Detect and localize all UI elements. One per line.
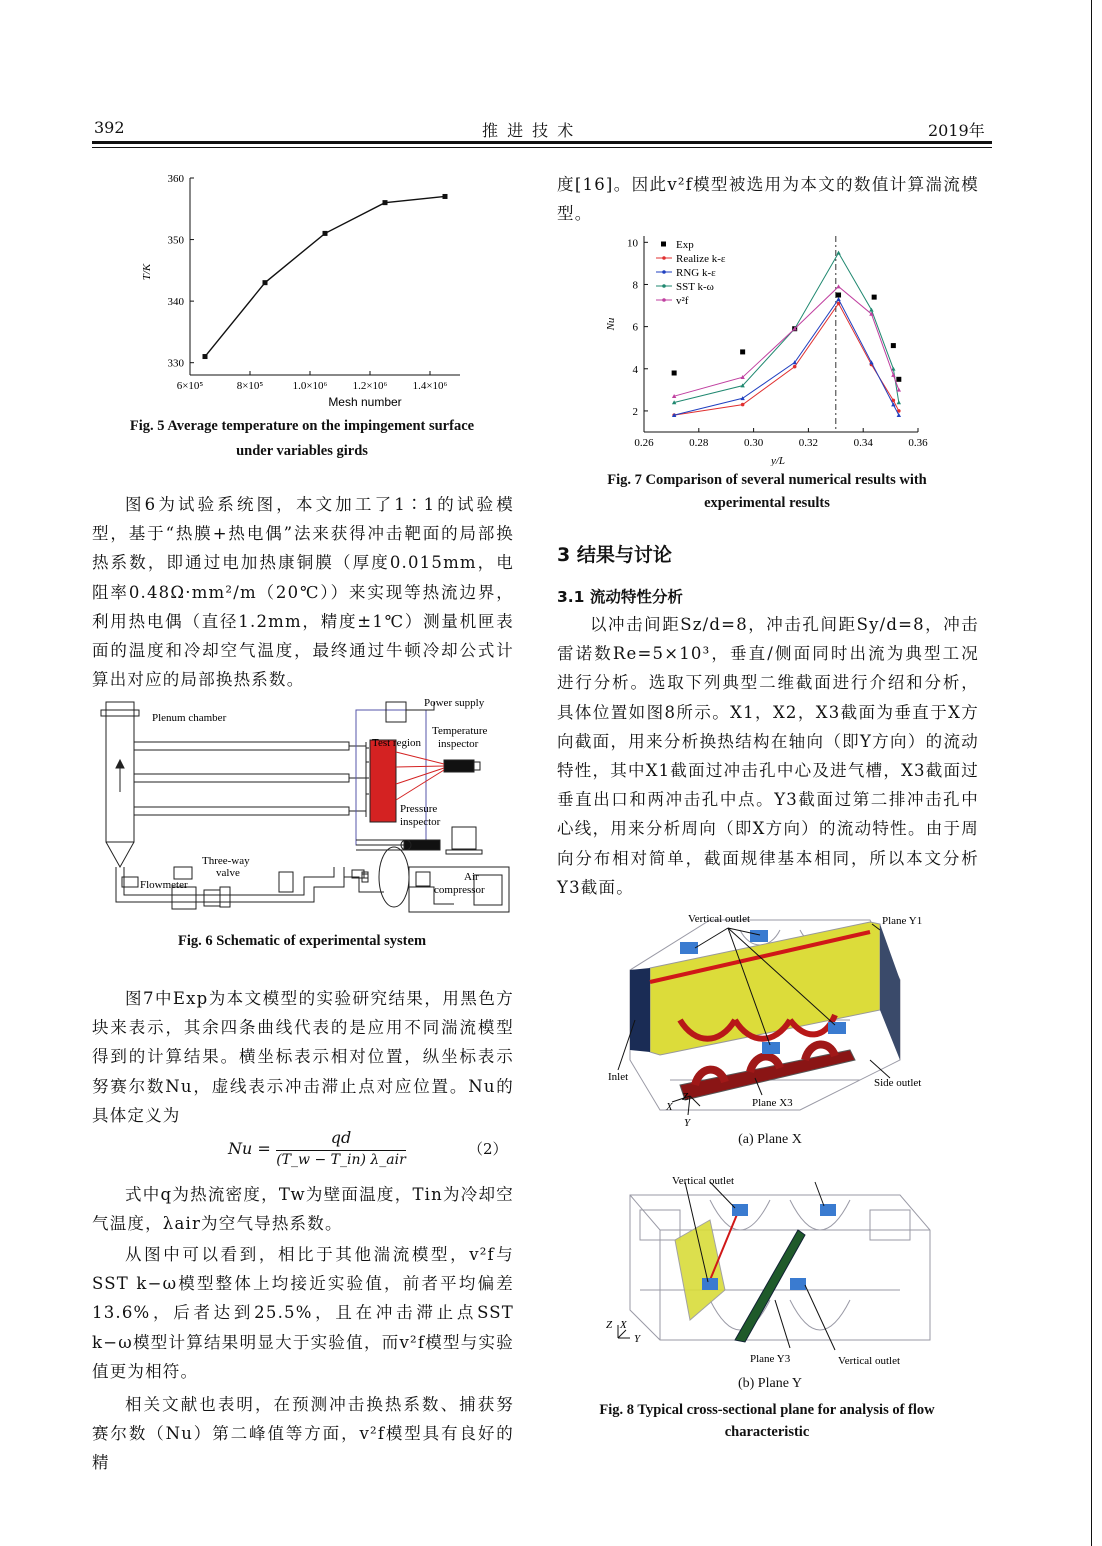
left-para-1-text: 图6为试验系统图，本文加工了1∶1的试验模型，基于“热膜+热电偶”法来获得冲击靶面的局部换热系数，即通过电加热康铜膜（厚度0.015mm，电阻率0.48Ω·mm²/m（20℃））来实现等热流边界，利用热电偶（直径1.2mm，精度±1℃）测量机匣表面的温度和冷却空气温度，最终通过牛顿冷却公式计算出对应的局部换热系数。 bbox=[92, 495, 514, 690]
fig6-label-valve1: Three-way bbox=[202, 855, 250, 867]
fig6-label-air1: Air bbox=[464, 871, 479, 883]
fig5-xtick-label: 6×10⁵ bbox=[176, 380, 204, 392]
fig8b-axis-z: Z bbox=[606, 1319, 613, 1331]
equation-2 bbox=[228, 1128, 408, 1176]
fig5-xtick-label: 1.4×10⁶ bbox=[412, 380, 448, 392]
fig5-point bbox=[443, 194, 448, 199]
year: 2019年 bbox=[928, 121, 985, 140]
fig8a-axis-y: Y bbox=[684, 1117, 691, 1129]
fig5-caption-line2: under variables girds bbox=[236, 443, 368, 459]
fig7-point bbox=[891, 343, 896, 348]
fig8b-axis-x: X bbox=[620, 1319, 627, 1331]
fig7-legend-label: v²f bbox=[676, 295, 689, 307]
fig6-label-plenum: Plenum chamber bbox=[152, 712, 227, 724]
fig5-point bbox=[263, 280, 268, 285]
left-para-5-text: 相关文献也表明，在预测冲击换热系数、捕获努赛尔数（Nu）第二峰值等方面，v²f模型具有良好的精 bbox=[92, 1395, 514, 1473]
fig7-point bbox=[869, 308, 873, 312]
fig8b-axis-y: Y bbox=[634, 1333, 641, 1345]
fig7-xtick-label: 0.30 bbox=[743, 437, 764, 449]
fig6-label-power: Power supply bbox=[424, 697, 485, 709]
right-para-1-text: 以冲击间距Sz/d=8，冲击孔间距Sy/d=8，冲击雷诺数Re=5×10³，垂直/侧面同时出流为典型工况进行分析。选取下列典型二维截面进行介绍和分析，具体位置如图8所示。X1，X2，X3截面为垂直于X方向截面，用来分析换热结构在轴向（即Y方向）的流动特性，其中X1截面过冲击孔中心及进气槽，X3截面过垂直出口和两冲击孔中点。Y3截面过第二排冲击孔中心线，用来分析周向（即X方向）的流动特性。由于周向分布相对简单，截面规律基本相同，所以本文分析Y3截面。 bbox=[557, 615, 979, 897]
fig7-point bbox=[891, 373, 895, 377]
fig7-ytick-label: 10 bbox=[627, 237, 638, 250]
fig7-legend-label: SST k-ω bbox=[676, 281, 714, 293]
left-para-4-text: 从图中可以看到，相比于其他湍流模型，v²f与SST k−ω模型整体上均接近实验值，前者平均偏差13.6%，后者达到25.5%，且在冲击滞止点SST k−ω模型计算结果明显大于实验值，而v²f模型与实验值更为相符。 bbox=[92, 1245, 514, 1381]
fig7-ytick-label: 4 bbox=[632, 363, 638, 376]
fig6-label-air2: compressor bbox=[434, 884, 485, 896]
fig7-point bbox=[836, 284, 840, 288]
fig8a-subcaption: (a) Plane X bbox=[738, 1132, 802, 1147]
left-para-4 bbox=[92, 1240, 514, 1386]
fig7-ytick-label: 2 bbox=[632, 405, 638, 418]
fig5-chart bbox=[120, 160, 480, 410]
left-para-2-text: 图7中Exp为本文模型的实验研究结果，用黑色方块来表示，其余四条曲线代表的是应用不同湍流模型得到的计算结果。横坐标表示相对位置，纵坐标表示努赛尔数Nu，虚线表示冲击滞止点对应位置。Nu的具体定义为 bbox=[92, 989, 514, 1125]
inlet-face bbox=[630, 968, 650, 1052]
fig5-point bbox=[383, 200, 388, 205]
fig5-point bbox=[323, 231, 328, 236]
fig8-caption-line1: Fig. 8 Typical cross-sectional plane for analysis of flow bbox=[599, 1402, 935, 1418]
page-number: 392 bbox=[94, 118, 125, 137]
fig6-caption: Fig. 6 Schematic of experimental system bbox=[177, 933, 427, 949]
fig8a-label-side-outlet: Side outlet bbox=[874, 1077, 922, 1089]
fig7-point bbox=[836, 251, 840, 255]
fig8a-label-plane-y1: Plane Y1 bbox=[882, 915, 923, 927]
fig6-label-press1: Pressure bbox=[400, 803, 438, 815]
fig7-point bbox=[836, 297, 840, 301]
equation-number: （2） bbox=[468, 1140, 508, 1158]
fig8-caption-line2: characteristic bbox=[724, 1424, 810, 1440]
fig7-xlabel: y/L bbox=[770, 455, 786, 466]
fig5-ytick-label: 350 bbox=[167, 234, 184, 247]
left-para-3 bbox=[92, 1180, 514, 1238]
fig7-legend-label: RNG k-ε bbox=[676, 267, 716, 279]
fig7-chart bbox=[600, 226, 940, 466]
fig7-point bbox=[897, 400, 901, 404]
fig7-xtick-label: 0.34 bbox=[853, 437, 873, 449]
equation-lhs: Nu = bbox=[228, 1139, 271, 1158]
equation-denominator: (T_w − T_in) λ_air bbox=[276, 1152, 406, 1168]
right-para-0-text: 度[16]。因此v²f模型被选用为本文的数值计算湍流模型。 bbox=[557, 175, 979, 224]
fig8a-label-inlet: Inlet bbox=[608, 1071, 629, 1083]
fig7-point bbox=[741, 403, 745, 407]
fig6-label-flowmeter: Flowmeter bbox=[140, 879, 188, 891]
test-region-block bbox=[370, 740, 396, 822]
fig6-label-valve2: valve bbox=[216, 867, 240, 879]
fig5-ytick-label: 360 bbox=[167, 173, 184, 185]
fig5-axes bbox=[190, 178, 460, 375]
fig7-legend bbox=[656, 239, 726, 307]
fig6-label-test: Test region bbox=[372, 737, 422, 749]
left-para-5 bbox=[92, 1390, 514, 1478]
fig7-xtick-label: 0.36 bbox=[908, 437, 928, 449]
fig7-ticks bbox=[627, 237, 928, 449]
fig5-xtick-label: 8×10⁵ bbox=[236, 380, 264, 392]
plenum-cap bbox=[101, 710, 139, 716]
journal-name: 推 进 技 术 bbox=[482, 121, 576, 140]
fig5-xlabel: Mesh number bbox=[328, 395, 402, 409]
fig8b-label-vertical-outlet-1: Vertical outlet bbox=[672, 1175, 735, 1187]
fig7-point bbox=[897, 413, 901, 417]
left-para-1 bbox=[92, 490, 514, 694]
fig7-point bbox=[896, 377, 901, 382]
fig6-label-press2: inspector bbox=[400, 816, 441, 828]
fig7-caption-line2: experimental results bbox=[704, 495, 830, 511]
fig8b-diagram bbox=[600, 1170, 940, 1375]
fig8b-subcaption: (b) Plane Y bbox=[737, 1376, 803, 1391]
header-rule-thin bbox=[92, 147, 992, 148]
fig5-ticks bbox=[168, 173, 448, 392]
fig8a-axis-x: X bbox=[666, 1101, 673, 1113]
fig5-series bbox=[203, 194, 448, 359]
fig7-legend-label: Realize k-ε bbox=[676, 253, 726, 265]
fig7-caption-line1: Fig. 7 Comparison of several numerical results with bbox=[607, 472, 927, 488]
fig7-legend-marker bbox=[662, 270, 666, 274]
fig7-series-line bbox=[674, 287, 899, 397]
fig7-axes bbox=[644, 236, 918, 432]
fig7-point bbox=[872, 295, 877, 300]
fig8b-label-plane-y3: Plane Y3 bbox=[750, 1353, 791, 1365]
fig7-series-line bbox=[674, 303, 899, 415]
right-para-1 bbox=[557, 610, 979, 902]
tube-3 bbox=[134, 807, 349, 815]
fig7-ylabel: Nu bbox=[605, 317, 617, 331]
fig7-point bbox=[740, 349, 745, 354]
fig7-series-line bbox=[674, 299, 899, 415]
fig7-xtick-label: 0.28 bbox=[689, 437, 709, 449]
plane-x1-cylinder bbox=[675, 1220, 725, 1320]
fig5-ytick-label: 340 bbox=[167, 296, 184, 309]
fig8a-label-plane-x3: Plane X3 bbox=[752, 1097, 793, 1109]
side-face bbox=[880, 924, 900, 1060]
fig6-schematic bbox=[94, 692, 512, 922]
fig7-xtick-label: 0.26 bbox=[634, 437, 654, 449]
fig7-point bbox=[836, 293, 841, 298]
fig7-legend-marker bbox=[662, 298, 666, 302]
fig5-point bbox=[203, 354, 208, 359]
fig7-point bbox=[793, 365, 797, 369]
fig7-legend-marker bbox=[662, 284, 666, 288]
fig5-xtick-label: 1.0×10⁶ bbox=[292, 380, 328, 392]
right-para-0 bbox=[557, 170, 979, 228]
fig7-point bbox=[897, 388, 901, 392]
fig8a-diagram bbox=[600, 910, 940, 1130]
equation-numerator: qd bbox=[330, 1128, 352, 1147]
fig5-line bbox=[205, 196, 445, 356]
fig7-legend-label: Exp bbox=[676, 239, 694, 251]
fig7-legend-marker bbox=[661, 242, 666, 247]
fig7-xtick-label: 0.32 bbox=[798, 437, 819, 449]
fig5-caption-line1: Fig. 5 Average temperature on the impingement surface bbox=[129, 418, 475, 434]
page-edge bbox=[1091, 0, 1092, 1546]
fig7-legend-marker bbox=[662, 256, 666, 260]
left-para-3-text: 式中q为热流密度，Tw为壁面温度，Tin为冷却空气温度，λair为空气导热系数。 bbox=[92, 1185, 514, 1234]
fig7-ytick-label: 8 bbox=[632, 279, 638, 292]
fig5-xtick-label: 1.2×10⁶ bbox=[352, 380, 388, 392]
fig8b-label-vertical-outlet-2: Vertical outlet bbox=[838, 1355, 901, 1367]
tube-2 bbox=[134, 774, 349, 782]
fig8a-axis-z: Z bbox=[682, 1091, 689, 1103]
header-rule-thick bbox=[92, 141, 992, 144]
section-3-heading: 3 结果与讨论 bbox=[557, 544, 672, 566]
fig5-ytick-label: 330 bbox=[167, 357, 184, 370]
left-para-2 bbox=[92, 984, 514, 1130]
fig6-label-temp2: inspector bbox=[438, 738, 479, 750]
fig7-ytick-label: 6 bbox=[632, 321, 638, 334]
fig7-point bbox=[672, 370, 677, 375]
tube-1 bbox=[134, 742, 349, 750]
fig5-ylabel: T/K bbox=[141, 263, 153, 281]
fig6-label-temp1: Temperature bbox=[432, 725, 488, 737]
section-3-1-heading: 3.1 流动特性分析 bbox=[557, 588, 683, 606]
fig8a-label-vertical-outlet: Vertical outlet bbox=[688, 913, 751, 925]
